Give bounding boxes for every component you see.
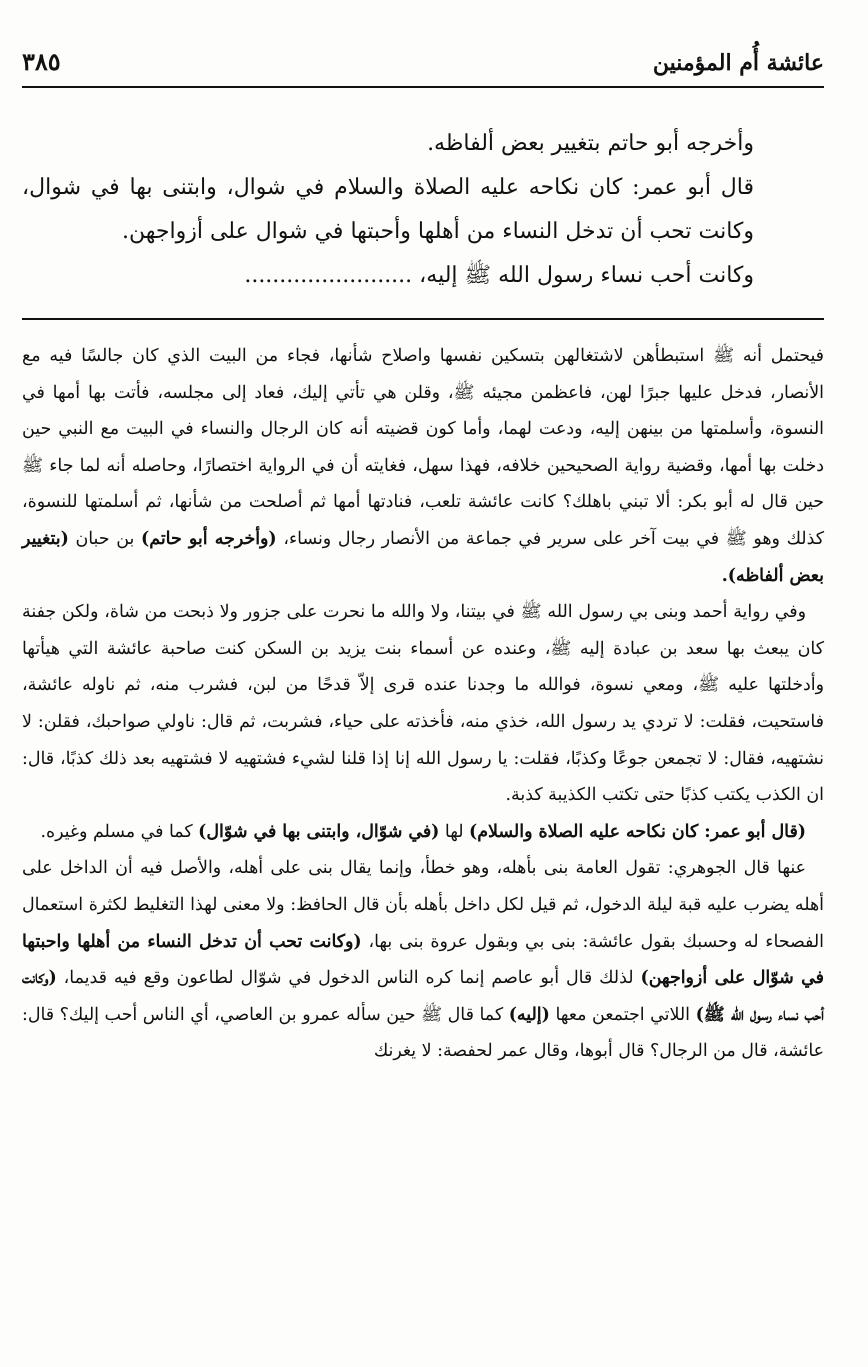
commentary-text-span: بن حبان [75, 528, 135, 549]
main-text-line: وكانت أحب نساء رسول الله ﷺ إليه، [419, 263, 754, 288]
page-header [22, 36, 824, 88]
commentary-text-span: لها [444, 821, 464, 842]
running-title: عائشة أُم المؤمنين [652, 50, 824, 76]
quoted-main-text: (وكانت أحب نساء رسول الله ﷺ) [22, 968, 824, 1025]
commentary-paragraph [22, 850, 824, 1070]
ellipsis-dots: ........................ [244, 263, 413, 288]
page-number: ٣٨٥ [22, 47, 61, 76]
quoted-main-text: (وكانت تحب أن تدخل النساء من أهلها واحبتها في شوّال على أزواجهن) [22, 931, 824, 989]
commentary-text-span: اللاتي اجتمعن معها [555, 1004, 690, 1025]
commentary-text [22, 338, 824, 1070]
quoted-main-text: (بتغيير بعض ألفاظه). [22, 528, 824, 586]
section-divider [22, 318, 824, 320]
commentary-text-span: عنها قال الجوهري: تقول العامة بنى بأهله، وهو خطأ، وإنما يقال بنى على أهله، والأصل فيه أن الداخل على أهله يضرب عليه قبة ليلة الدخول، ثم قيل لكل داخل بأهله بأن قال الحافظ: ولا معنى لهذا التغليط لكثرة استعمال الفصحاء له وحسبك بقول عائشة: بنى بي وبقول عروة بنى بها، [22, 858, 824, 952]
commentary-paragraph [22, 338, 824, 594]
quoted-main-text: (في شوّال، وابتنى بها في شوّال) [198, 821, 440, 842]
main-text-paragraph: وأخرجه أبو حاتم بتغيير بعض ألفاظه. [427, 131, 754, 156]
commentary-text-span: فيحتمل أنه ﷺ استبطأهن لاشتغالهن بتسكين نفسها واصلاح شأنها، فجاء من البيت الذي كان جالسًا فيه مع الأنصار، فدخل عليها جبرًا لهن، فاعظمن مجيئه ﷺ، وقلن هي تأتي إليك، فعاد إلى مجلسه، فأتت بها أمها في النسوة، وأسلمتها من بينهن إليه، ودعت لهما، وأما كون قضيته أنه كان الرجال والنساء في البيت مع النبي حين دخلت بها أمها، وقضية رواية الصحيحين خلافه، فهذا سهل، فغايته أن في الرواية اختصارًا، وحاصله أنه لما جاء ﷺ حين قال له أبو بكر: ألا تبني باهلك؟ كانت عائشة تلعب، فنادتها أمها ثم أصلحت من شأنها، ثم أسلمتها للنسوة، كذلك وهو ﷺ في بيت آخر على سرير في جماعة من الأنصار رجال ونساء، [22, 346, 824, 549]
quoted-main-text: (قال أبو عمر: كان نكاحه عليه الصلاة والسلام) [469, 821, 806, 842]
commentary-text-span: لذلك قال أبو عاصم إنما كره الناس الدخول في شوّال لطاعون وقع فيه قديما، [63, 968, 634, 989]
commentary-text-span: كما في مسلم وغيره. [40, 821, 193, 842]
quoted-main-text: (إليه) [508, 1004, 550, 1025]
commentary-paragraph [22, 814, 824, 851]
commentary-text-span: كما قال ﷺ حين سأله عمرو بن العاصي، أي الناس أحب إليك؟ قال: عائشة، قال من الرجال؟ قال أبوها، وقال عمر لحفصة: لا يغرنك [22, 1004, 824, 1062]
commentary-paragraph: وفي رواية أحمد وبنى بي رسول الله ﷺ في بيتنا، ولا والله ما نحرت على جزور ولا ذبحت من شاة، ولكن جفنة كان يبعث بها سعد بن عبادة إليه ﷺ، وعنده عن أسماء بنت يزيد بن السكن كنت صاحبة عائشة التي هيأتها وأدخلتها عليه ﷺ، ومعي نسوة، فوالله ما وجدنا عنده قرى إلاّ قدحًا من لبن، فشرب منه، ثم ناوله عائشة، فاستحيت، فقلت: لا تردي يد رسول الله، خذي منه، فأخذته على حياء، فشربت، ثم قال: ناولي صواحبك، فقلن: لا نشتهيه، فقال: لا تجمعن جوعًا وكذبًا، فقلت: يا رسول الله إنا إذا قلنا لشيء فشتهيه لا فشتهيه بعد ذلك كذبًا، قال: ان الكذب يكتب كذبًا حتى تكتب الكذيبة كذبة. [22, 602, 824, 806]
main-text [22, 122, 820, 298]
main-text-paragraph [22, 254, 820, 298]
main-text-paragraph: قال أبو عمر: كان نكاحه عليه الصلاة والسلام في شوال، وابتنى بها في شوال، وكانت تحب أن تدخل النساء من أهلها وأحبتها في شوال على أزواجهن. [22, 175, 754, 244]
quoted-main-text: (وأخرجه أبو حاتم) [141, 528, 277, 549]
